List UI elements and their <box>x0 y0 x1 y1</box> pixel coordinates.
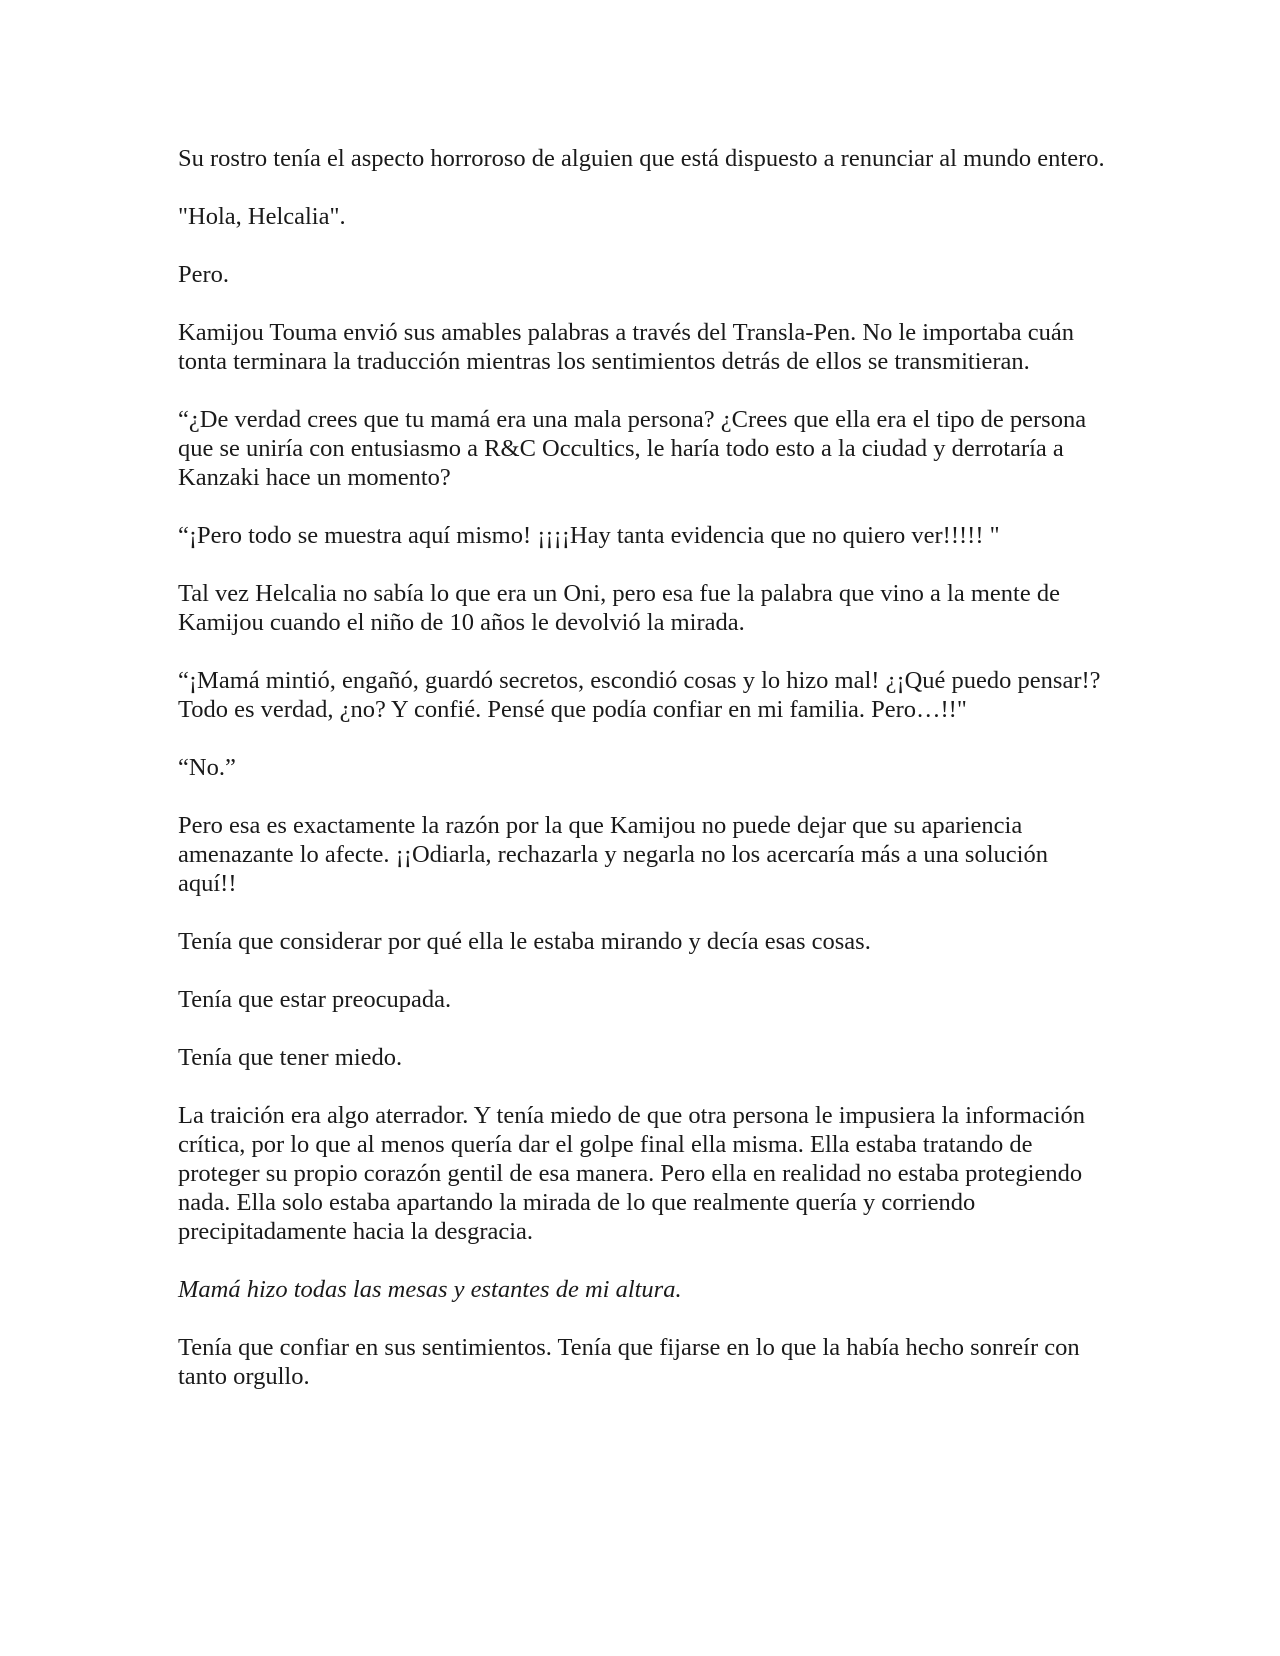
paragraph: “No.” <box>178 754 236 781</box>
paragraph: Su rostro tenía el aspecto horroroso de alguien que está dispuesto a renunciar al mundo entero. <box>178 145 1105 172</box>
paragraph: Tenía que estar preocupada. <box>178 986 452 1013</box>
italic-paragraph: Mamá hizo todas las mesas y estantes de mi altura. <box>178 1276 682 1303</box>
paragraph: Pero. <box>178 261 230 288</box>
paragraph: Kamijou Touma envió sus amables palabras a través del Transla-Pen. No le importaba cuán tonta terminara la traducción mientras los sentimientos detrás de ellos se transmitieran. <box>178 319 1074 375</box>
paragraph: Tenía que tener miedo. <box>178 1044 403 1071</box>
paragraph: “¡Pero todo se muestra aquí mismo! ¡¡¡¡Hay tanta evidencia que no quiero ver!!!!! " <box>178 522 1000 549</box>
paragraph: “¿De verdad crees que tu mamá era una mala persona? ¿Crees que ella era el tipo de persona que se uniría con entusiasmo a R&C Occultics, le haría todo esto a la ciudad y derrotaría a Kanzaki hace un momento? <box>178 406 1087 491</box>
paragraph: Pero esa es exactamente la razón por la que Kamijou no puede dejar que su apariencia amenazante lo afecte. ¡¡Odiarla, rechazarla y negarla no los acercaría más a una solución aquí!! <box>178 812 1048 897</box>
paragraph: Tenía que considerar por qué ella le estaba mirando y decía esas cosas. <box>178 928 871 955</box>
paragraph: “¡Mamá mintió, engañó, guardó secretos, escondió cosas y lo hizo mal! ¿¡Qué puedo pensar!? Todo es verdad, ¿no? Y confié. Pensé que podía confiar en mi familia. Pero…!!" <box>178 667 1101 723</box>
paragraph: Tal vez Helcalia no sabía lo que era un Oni, pero esa fue la palabra que vino a la mente de Kamijou cuando el niño de 10 años le devolvió la mirada. <box>178 580 1060 636</box>
paragraph: "Hola, Helcalia". <box>178 203 346 230</box>
paragraph: Tenía que confiar en sus sentimientos. Tenía que fijarse en lo que la había hecho sonreír con tanto orgullo. <box>178 1334 1080 1390</box>
document-body <box>178 144 1108 1420</box>
paragraph: La traición era algo aterrador. Y tenía miedo de que otra persona le impusiera la información crítica, por lo que al menos quería dar el golpe final ella misma. Ella estaba tratando de proteger su propio corazón gentil de esa manera. Pero ella en realidad no estaba protegiendo nada. Ella solo estaba apartando la mirada de lo que realmente quería y corriendo precipitadamente hacia la desgracia. <box>178 1102 1086 1245</box>
